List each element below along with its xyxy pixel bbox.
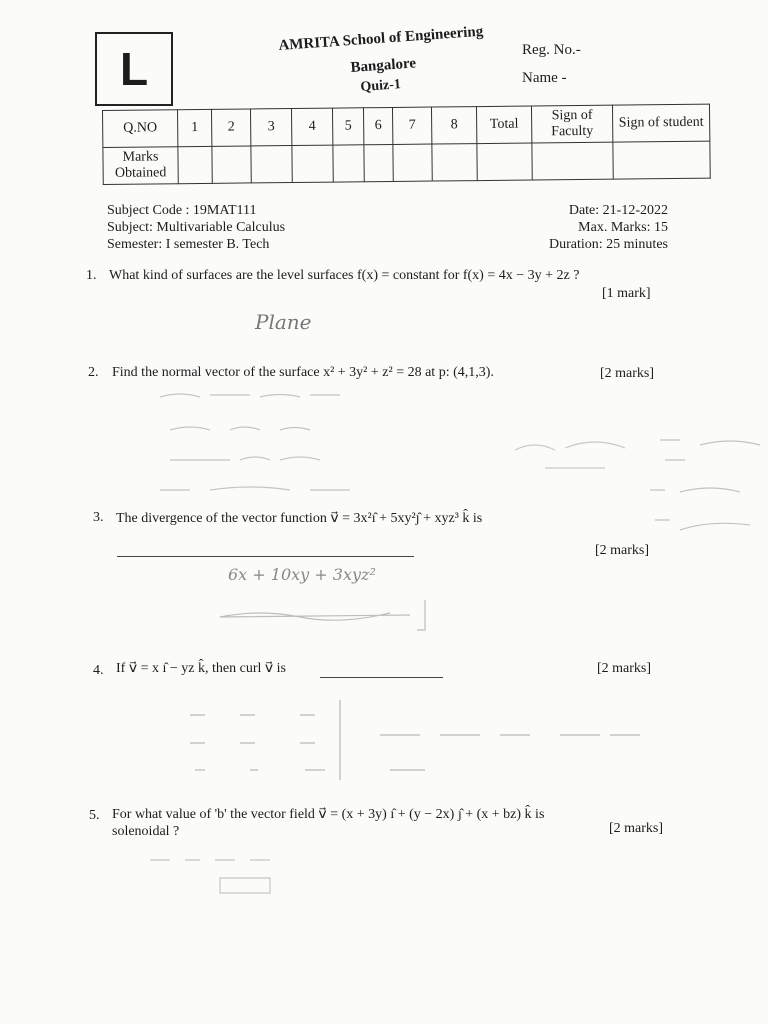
question-2-rough-work [140, 385, 440, 505]
quiz-title: Quiz-1 [360, 77, 402, 95]
question-3-marks: [2 marks] [595, 543, 650, 558]
faculty-sign-cell [532, 142, 613, 180]
semester: Semester: I semester B. Tech [107, 237, 270, 252]
question-1-number: 1. [86, 268, 97, 283]
marks-cell [212, 146, 251, 183]
q-col-header: 5 [332, 108, 363, 145]
total-header: Total [476, 106, 531, 144]
question-3-answer-line [117, 556, 414, 557]
exam-info [549, 202, 668, 253]
marks-cell [432, 144, 477, 181]
question-3-number: 3. [93, 510, 104, 525]
question-5-rough-work [140, 848, 310, 898]
q-col-header: 2 [211, 109, 250, 146]
question-1-text: What kind of surfaces are the level surfaces f(x) = constant for f(x) = 4x − 3y + 2z ? [109, 268, 580, 283]
question-5-marks: [2 marks] [609, 821, 664, 836]
question-2-marks: [2 marks] [600, 366, 655, 381]
qno-header: Q.NO [103, 110, 178, 148]
subject-info [107, 202, 285, 253]
question-1-marks: [1 mark] [602, 286, 651, 301]
q-col-header: 6 [363, 107, 392, 144]
student-sign-cell [613, 141, 710, 179]
question-2-text: Find the normal vector of the surface x² + 3y² + z² = 28 at p: (4,1,3). [112, 365, 494, 380]
question-4-rough-work [180, 685, 670, 785]
side-rough-work [640, 430, 768, 550]
marks-table [102, 104, 711, 185]
question-4-marks: [2 marks] [597, 661, 652, 676]
campus-name: Bangalore [350, 55, 417, 76]
faculty-sign-header: Sign of Faculty [531, 105, 612, 143]
question-5-text: For what value of 'b' the vector field v⃗ = (x + 3y) ı̂ + (y − 2x) ȷ̂ + (x + bz) k̂ is [112, 807, 545, 822]
question-4-number: 4. [93, 663, 104, 678]
marks-cell [333, 145, 364, 182]
q-col-header: 4 [291, 108, 332, 145]
exam-date: Date: 21-12-2022 [568, 203, 668, 218]
question-2-number: 2. [88, 365, 99, 380]
set-letter-box [95, 32, 173, 106]
subject-code: Subject Code : 19MAT111 [107, 203, 257, 218]
question-3-struck-work [210, 595, 440, 635]
marks-cell [292, 145, 333, 182]
marks-cell [364, 144, 393, 181]
marks-obtained-label: Marks Obtained [103, 147, 178, 185]
max-marks: Max. Marks: 15 [578, 220, 668, 235]
q-col-header: 3 [250, 109, 291, 146]
marks-cell [251, 146, 292, 183]
duration: Duration: 25 minutes [549, 237, 668, 252]
marks-cell [393, 144, 432, 181]
question-5-number: 5. [89, 808, 100, 823]
q-col-header: 1 [178, 109, 212, 146]
marks-cell [178, 146, 212, 183]
question-5-text-cont: solenoidal ? [112, 824, 180, 839]
q-col-header: 8 [431, 107, 476, 144]
question-3-text: The divergence of the vector function v⃗ = 3x²ı̂ + 5xy²ȷ̂ + xyz³ k̂ is [116, 511, 483, 526]
question-4-text: If v⃗ = x ı̂ − yz k̂, then curl v⃗ is [116, 661, 286, 676]
subject-name: Subject: Multivariable Calculus [107, 220, 286, 235]
school-title: AMRITA School of Engineering [278, 23, 484, 54]
student-sign-header: Sign of student [612, 104, 709, 142]
question-1-answer: Plane [255, 310, 312, 334]
name-label: Name - [522, 70, 567, 86]
total-cell [477, 143, 532, 181]
question-4-answer-line [320, 677, 443, 678]
set-letter: L [119, 43, 149, 95]
question-3-answer: 6x + 10xy + 3xyz² [228, 565, 376, 584]
q-col-header: 7 [392, 107, 431, 144]
reg-no-label: Reg. No.- [522, 42, 581, 58]
